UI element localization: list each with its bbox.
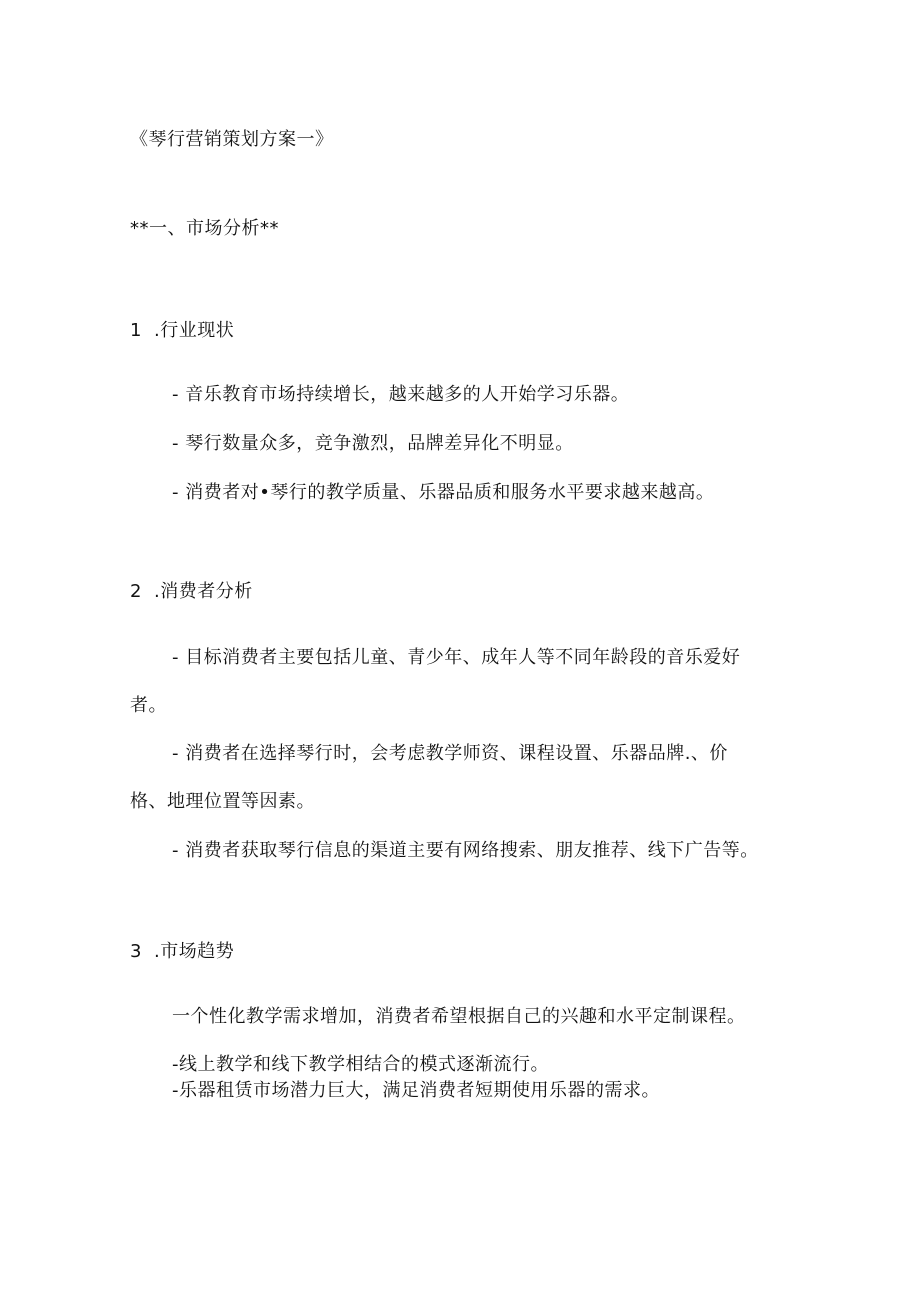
- bullet-item: - 消费者对•琴行的教学质量、乐器品质和服务水平要求越来越高。: [172, 482, 715, 503]
- bullet-item: -线上教学和线下教学相结合的模式逐渐流行。: [172, 1054, 549, 1075]
- bullet-item: - 琴行数量众多，竞争激烈，品牌差异化不明显。: [172, 433, 574, 454]
- section-heading-market-analysis: **一、市场分析**: [130, 218, 279, 239]
- subsection-heading-industry-status: [130, 319, 234, 343]
- bullet-item: - 音乐教育市场持续增长，越来越多的人开始学习乐器。: [172, 384, 630, 405]
- subsection-number: 2: [130, 581, 142, 602]
- subsection-number: 1: [130, 320, 142, 341]
- subsection-label: .市场趋势: [154, 941, 235, 962]
- bullet-item: - 消费者获取琴行信息的渠道主要有网络搜索、朋友推荐、线下广告等。: [172, 840, 759, 861]
- bullet-continuation: 格、地理位置等因素。: [130, 791, 315, 812]
- subsection-heading-consumer-analysis: [130, 580, 253, 604]
- bullet-item: - 目标消费者主要包括儿童、青少年、成年人等不同年龄段的音乐爱好: [172, 647, 741, 668]
- document-title: 《琴行营销策划方案一》: [130, 129, 334, 150]
- bullet-item: 一个性化教学需求增加，消费者希望根据自己的兴趣和水平定制课程。: [172, 1006, 746, 1027]
- subsection-number: 3: [130, 941, 142, 962]
- bullet-continuation: 者。: [130, 695, 167, 716]
- bullet-item: - 消费者在选择琴行时，会考虑教学师资、课程设置、乐器品牌.、价: [172, 743, 728, 764]
- subsection-label: .行业现状: [154, 320, 235, 341]
- subsection-label: .消费者分析: [154, 581, 253, 602]
- bullet-item: -乐器租赁市场潜力巨大，满足消费者短期使用乐器的需求。: [172, 1080, 660, 1101]
- subsection-heading-market-trends: [130, 940, 234, 964]
